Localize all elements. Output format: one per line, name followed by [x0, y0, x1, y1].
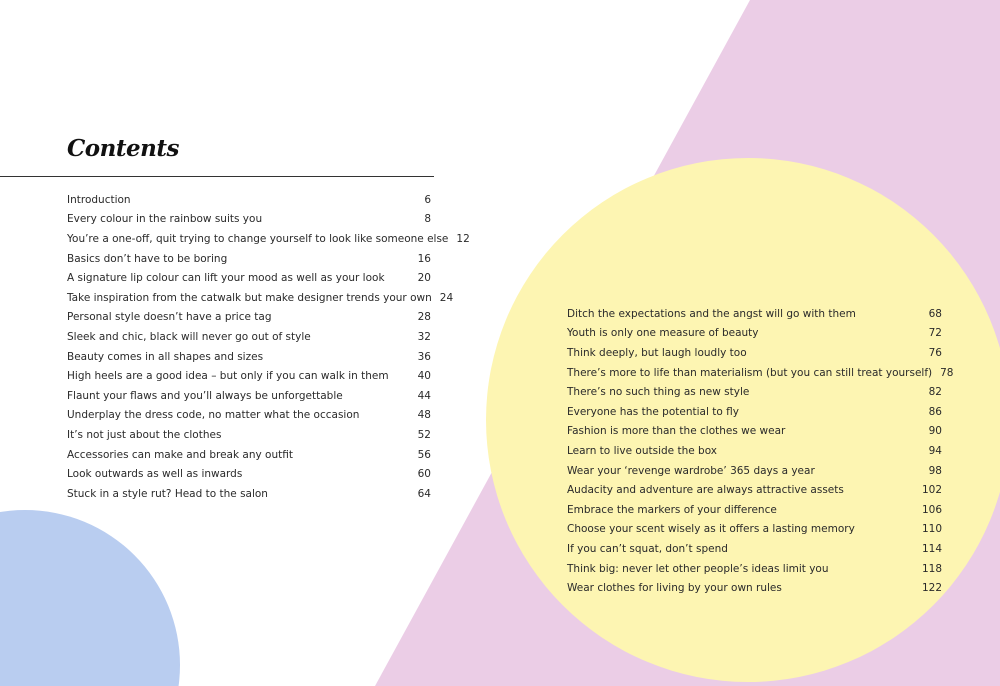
- toc-entry-page: 114: [921, 542, 942, 555]
- toc-entry: [567, 324, 942, 344]
- toc-entry-page: 78: [940, 366, 954, 379]
- toc-entry: [67, 366, 431, 386]
- toc-entry: [567, 343, 942, 363]
- toc-entry: [67, 445, 431, 465]
- toc-entry-page: 90: [928, 425, 942, 438]
- toc-entry-title: Basics don’t have to be boring: [67, 252, 228, 265]
- toc-entry-title: There’s more to life than materialism (but you can still treat yourself): [567, 366, 933, 379]
- toc-entry-page: 94: [928, 444, 942, 457]
- toc-entry: [67, 327, 431, 347]
- toc-entry: [67, 308, 431, 328]
- toc-entry: [567, 402, 942, 422]
- toc-entry-page: 72: [928, 327, 942, 340]
- toc-entry-title: Accessories can make and break any outfit: [67, 448, 293, 461]
- toc-entry-page: 86: [928, 405, 942, 418]
- toc-entry-page: 6: [424, 193, 431, 206]
- toc-entry: [567, 382, 942, 402]
- toc-entry: [567, 461, 942, 481]
- toc-entry: [67, 229, 470, 249]
- toc-entry-page: 24: [439, 291, 454, 304]
- toc-entry: [67, 268, 431, 288]
- toc-entry: [567, 520, 942, 540]
- toc-entry-page: 64: [417, 487, 431, 500]
- toc-entry-page: 82: [928, 386, 942, 399]
- page-title: Contents: [67, 135, 179, 162]
- toc-entry-page: 76: [928, 346, 942, 359]
- toc-entry-title: Look outwards as well as inwards: [67, 468, 243, 481]
- toc-entry-page: 68: [928, 307, 942, 320]
- toc-entry: [567, 441, 942, 461]
- toc-entry-page: 36: [417, 350, 431, 363]
- toc-entry-page: 12: [456, 232, 470, 245]
- toc-entry-page: 16: [417, 252, 431, 265]
- toc-entry-title: Wear clothes for living by your own rules: [567, 582, 782, 595]
- toc-entry: [67, 464, 431, 484]
- toc-entry-title: Underplay the dress code, no matter what the occasion: [67, 409, 360, 422]
- toc-entry-title: Flaunt your flaws and you’ll always be unforgettable: [67, 389, 343, 402]
- toc-entry-page: 28: [417, 311, 431, 324]
- toc-entry-title: Every colour in the rainbow suits you: [67, 213, 263, 226]
- toc-entry-page: 110: [921, 523, 942, 536]
- toc-entry: [67, 210, 431, 230]
- toc-entry-page: 52: [417, 428, 431, 441]
- toc-entry-title: High heels are a good idea – but only if you can walk in them: [67, 370, 389, 383]
- toc-entry-page: 98: [928, 464, 942, 477]
- blue-circle-shape: [0, 510, 180, 686]
- toc-entry-title: Personal style doesn’t have a price tag: [67, 311, 272, 324]
- toc-entry-title: Fashion is more than the clothes we wear: [567, 425, 786, 438]
- toc-entry-title: Beauty comes in all shapes and sizes: [67, 350, 264, 363]
- toc-entry: [567, 559, 942, 579]
- toc-entry: [67, 406, 431, 426]
- toc-entry-page: 20: [417, 272, 431, 285]
- toc-entry-title: Think deeply, but laugh loudly too: [567, 346, 747, 359]
- toc-entry: [567, 422, 942, 442]
- toc-entry-title: You’re a one-off, quit trying to change yourself to look like someone else: [67, 232, 449, 245]
- contents-list-right: [567, 304, 954, 598]
- toc-entry-title: Youth is only one measure of beauty: [567, 327, 759, 340]
- toc-entry-title: Introduction: [67, 193, 131, 206]
- toc-entry-page: 118: [921, 562, 942, 575]
- contents-list-left: [67, 190, 470, 504]
- toc-entry-title: Think big: never let other people’s ideas limit you: [567, 562, 829, 575]
- toc-entry: [67, 190, 431, 210]
- toc-entry-title: Choose your scent wisely as it offers a lasting memory: [567, 523, 855, 536]
- toc-entry-page: 102: [921, 484, 942, 497]
- toc-entry: [567, 578, 942, 598]
- toc-entry-title: Wear your ‘revenge wardrobe’ 365 days a year: [567, 464, 815, 477]
- toc-entry-page: 44: [417, 389, 431, 402]
- toc-entry: [567, 363, 954, 383]
- toc-entry-title: It’s not just about the clothes: [67, 428, 222, 441]
- toc-entry: [67, 347, 431, 367]
- toc-entry-title: Ditch the expectations and the angst will go with them: [567, 307, 856, 320]
- toc-entry: [567, 500, 942, 520]
- toc-entry-page: 48: [417, 409, 431, 422]
- toc-entry-page: 8: [424, 213, 431, 226]
- toc-entry: [567, 539, 942, 559]
- toc-entry-title: Audacity and adventure are always attractive assets: [567, 484, 844, 497]
- toc-entry-title: Stuck in a style rut? Head to the salon: [67, 487, 268, 500]
- toc-entry: [67, 386, 431, 406]
- title-divider: [0, 176, 434, 177]
- toc-entry: [67, 288, 454, 308]
- toc-entry-page: 32: [417, 330, 431, 343]
- toc-entry-page: 106: [921, 503, 942, 516]
- toc-entry-page: 122: [921, 582, 942, 595]
- toc-entry: [67, 249, 431, 269]
- toc-entry: [67, 425, 431, 445]
- toc-entry-title: Everyone has the potential to fly: [567, 405, 739, 418]
- toc-entry-page: 40: [417, 370, 431, 383]
- toc-entry-title: A signature lip colour can lift your mood as well as your look: [67, 272, 385, 285]
- toc-entry-title: Embrace the markers of your difference: [567, 503, 777, 516]
- toc-entry: [567, 304, 942, 324]
- toc-entry: [67, 484, 431, 504]
- toc-entry-title: Learn to live outside the box: [567, 444, 718, 457]
- toc-entry-page: 60: [417, 468, 431, 481]
- toc-entry-title: Sleek and chic, black will never go out of style: [67, 330, 311, 343]
- toc-entry-title: If you can’t squat, don’t spend: [567, 542, 728, 555]
- toc-entry-title: Take inspiration from the catwalk but make designer trends your own: [67, 291, 432, 304]
- toc-entry-page: 56: [417, 448, 431, 461]
- toc-entry-title: There’s no such thing as new style: [567, 386, 750, 399]
- toc-entry: [567, 480, 942, 500]
